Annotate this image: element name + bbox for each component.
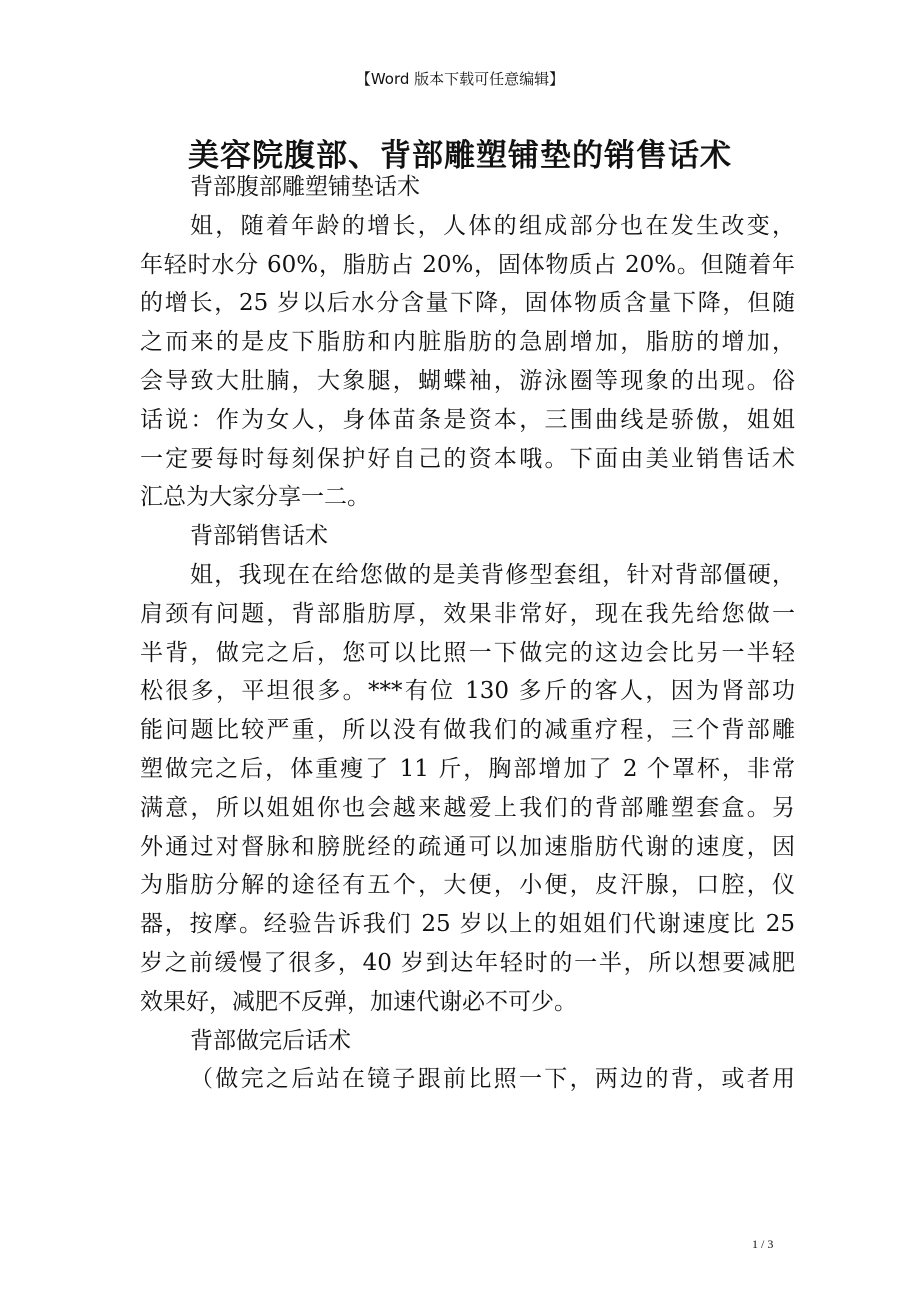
text-line: 效果好，减肥不反弹，加速代谢必不可少。 <box>140 988 577 1015</box>
text-line: 话说：作为女人，身体苗条是资本，三围曲线是骄傲，姐姐 <box>140 406 795 433</box>
document-header: 【Word 版本下载可任意编辑】 <box>355 70 565 88</box>
text-line: 肩颈有问题，背部脂肪厚，效果非常好，现在我先给您做一 <box>140 600 795 627</box>
text-line: 器，按摩。经验告诉我们 25 岁以上的姐姐们代谢速度比 25 <box>140 911 795 938</box>
text-line: 年轻时水分 60%，脂肪占 20%，固体物质占 20%。但随着年 <box>140 251 795 278</box>
text-line: （做完之后站在镜子跟前比照一下，两边的背，或者用 <box>190 1066 795 1093</box>
page-number: 1 / 3 <box>752 1237 774 1251</box>
text-line: 汇总为大家分享一二。 <box>140 484 370 511</box>
text-line: 之而来的是皮下脂肪和内脏脂肪的急剧增加，脂肪的增加， <box>140 329 795 356</box>
text-line: 会导致大肚腩，大象腿，蝴蝶袖，游泳圈等现象的出现。俗 <box>140 367 795 394</box>
text-line: 满意，所以姐姐你也会越来越爱上我们的背部雕塑套盒。另 <box>140 794 795 821</box>
text-line: 的增长，25 岁以后水分含量下降，固体物质含量下降，但随 <box>140 290 795 317</box>
text-line: 岁之前缓慢了很多，40 岁到达年轻时的一半，所以想要减肥 <box>140 949 795 976</box>
text-line: 为脂肪分解的途径有五个，大便，小便，皮汗腺，口腔，仪 <box>140 872 795 899</box>
text-line: 一定要每时每刻保护好自己的资本哦。下面由美业销售话术 <box>140 445 795 472</box>
text-line: 半背，做完之后，您可以比照一下做完的这边会比另一半轻 <box>140 639 795 666</box>
text-line: 外通过对督脉和膀胱经的疏通可以加速脂肪代谢的速度，因 <box>140 833 795 860</box>
document-title: 美容院腹部、背部雕塑铺垫的销售话术 <box>188 138 732 174</box>
document-body <box>140 168 795 1099</box>
text-line: 背部做完后话术 <box>190 1027 351 1054</box>
text-line: 塑做完之后，体重瘦了 11 斤，胸部增加了 2 个罩杯，非常 <box>140 755 795 782</box>
text-line: 能问题比较严重，所以没有做我们的减重疗程，三个背部雕 <box>140 717 795 744</box>
text-line: 松很多，平坦很多。***有位 130 多斤的客人，因为肾部功 <box>140 678 795 705</box>
text-line: 姐，我现在在给您做的是美背修型套组，针对背部僵硬， <box>190 561 795 588</box>
text-line: 背部腹部雕塑铺垫话术 <box>190 174 420 200</box>
text-line: 背部销售话术 <box>190 523 328 550</box>
text-line: 姐，随着年龄的增长，人体的组成部分也在发生改变， <box>190 212 795 239</box>
